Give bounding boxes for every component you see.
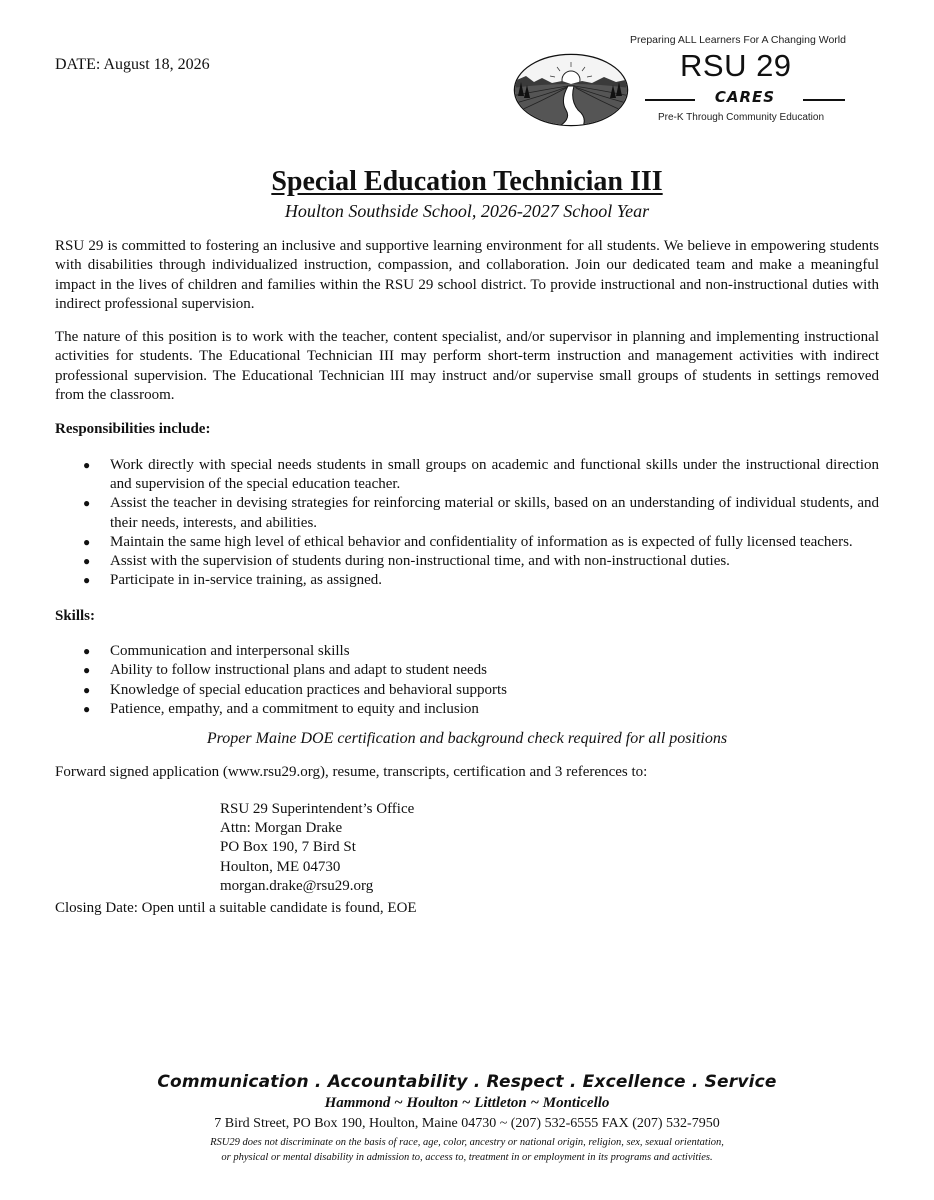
road-landscape-logo-icon — [512, 52, 630, 128]
list-item: ● Assist with the supervision of students during non-instructional time, and with non-instructional duties. — [55, 552, 879, 571]
cares-banner — [645, 88, 845, 110]
skills-heading: Skills: — [55, 607, 96, 624]
list-item: ● Work directly with special needs students in small groups on academic and functional skills under the instructional direction and supervision of the special education teacher. — [55, 456, 879, 495]
skills-list — [55, 642, 879, 719]
notice-line: or physical or mental disability in admission to, access to, treatment in or employment in its programs and activities. — [221, 1152, 713, 1163]
cares-right-rule — [803, 99, 845, 101]
address-line: Houlton, ME 04730 — [220, 858, 341, 875]
member-towns: Hammond ~ Houlton ~ Littleton ~ Monticello — [324, 1095, 610, 1111]
address-line: PO Box 190, 7 Bird St — [220, 839, 356, 856]
notice-line: RSU29 does not discriminate on the basis of race, age, color, ancestry or national origin, religion, sex, sexual orientation, — [210, 1137, 724, 1148]
forward-instructions: Forward signed application (www.rsu29.org), resume, transcripts, certification and 3 references to: — [55, 763, 648, 780]
core-values: Communication . Accountability . Respect . Excellence . Service — [157, 1072, 777, 1092]
posting-date: DATE: August 18, 2026 — [55, 56, 210, 73]
responsibilities-list — [55, 456, 879, 591]
list-item: ● Communication and interpersonal skills — [55, 642, 879, 661]
district-name: RSU 29 — [680, 48, 792, 83]
footer — [0, 1072, 934, 1165]
district-sub-tagline: Pre-K Through Community Education — [658, 112, 825, 123]
district-tagline: Preparing ALL Learners For A Changing World — [630, 34, 846, 46]
list-item: ● Participate in in-service training, as assigned. — [55, 571, 879, 590]
nature-paragraph: The nature of this position is to work with the teacher, content specialist, and/or supervisor in planning and implementing instructional activities for students. The Educational Technician III may perform short-term instruction and management activities with indirect professional supervision. The Educational Technician lII may instruct and/or supervise small groups of students in settings removed from the classroom. — [55, 329, 879, 404]
list-item: ● Assist the teacher in devising strategies for reinforcing material or skills, based on an understanding of individual students, and their needs, interests, and abilities. — [55, 494, 879, 533]
footer-address: 7 Bird Street, PO Box 190, Houlton, Maine 04730 ~ (207) 532-6555 FAX (207) 532-7950 — [214, 1116, 720, 1131]
job-title: Special Education Technician III — [271, 166, 663, 197]
mailing-address — [220, 800, 879, 896]
district-logo-block — [512, 30, 872, 130]
responsibilities-heading: Responsibilities include: — [55, 421, 211, 438]
address-line: RSU 29 Superintendent’s Office — [220, 800, 415, 817]
job-subtitle: Houlton Southside School, 2026-2027 School Year — [284, 201, 650, 221]
list-item: ● Knowledge of special education practices and behavioral supports — [55, 681, 879, 700]
list-item: ● Patience, empathy, and a commitment to equity and inclusion — [55, 700, 879, 719]
intro-paragraph: RSU 29 is committed to fostering an inclusive and supportive learning environment for all students. We believe in empowering students with disabilities through individualized instruction, compassion, and collaboration. Join our dedicated team and make a meaningful impact in the lives of children and families within the RSU 29 school district. To provide instructional and non-instructional duties with indirect professional supervision. — [55, 238, 879, 312]
contact-email: morgan.drake@rsu29.org — [220, 878, 374, 895]
list-item: ● Ability to follow instructional plans and adapt to student needs — [55, 661, 879, 680]
nondiscrimination-notice — [0, 1135, 934, 1165]
certification-note: Proper Maine DOE certification and background check required for all positions — [206, 730, 728, 748]
list-item: ● Maintain the same high level of ethical behavior and confidentiality of information as is expected of fully licensed teachers. — [55, 533, 879, 552]
posting-body — [55, 237, 879, 919]
address-line: Attn: Morgan Drake — [220, 820, 343, 837]
cares-label: CARES — [714, 88, 776, 106]
closing-date: Closing Date: Open until a suitable candidate is found, EOE — [55, 900, 417, 917]
